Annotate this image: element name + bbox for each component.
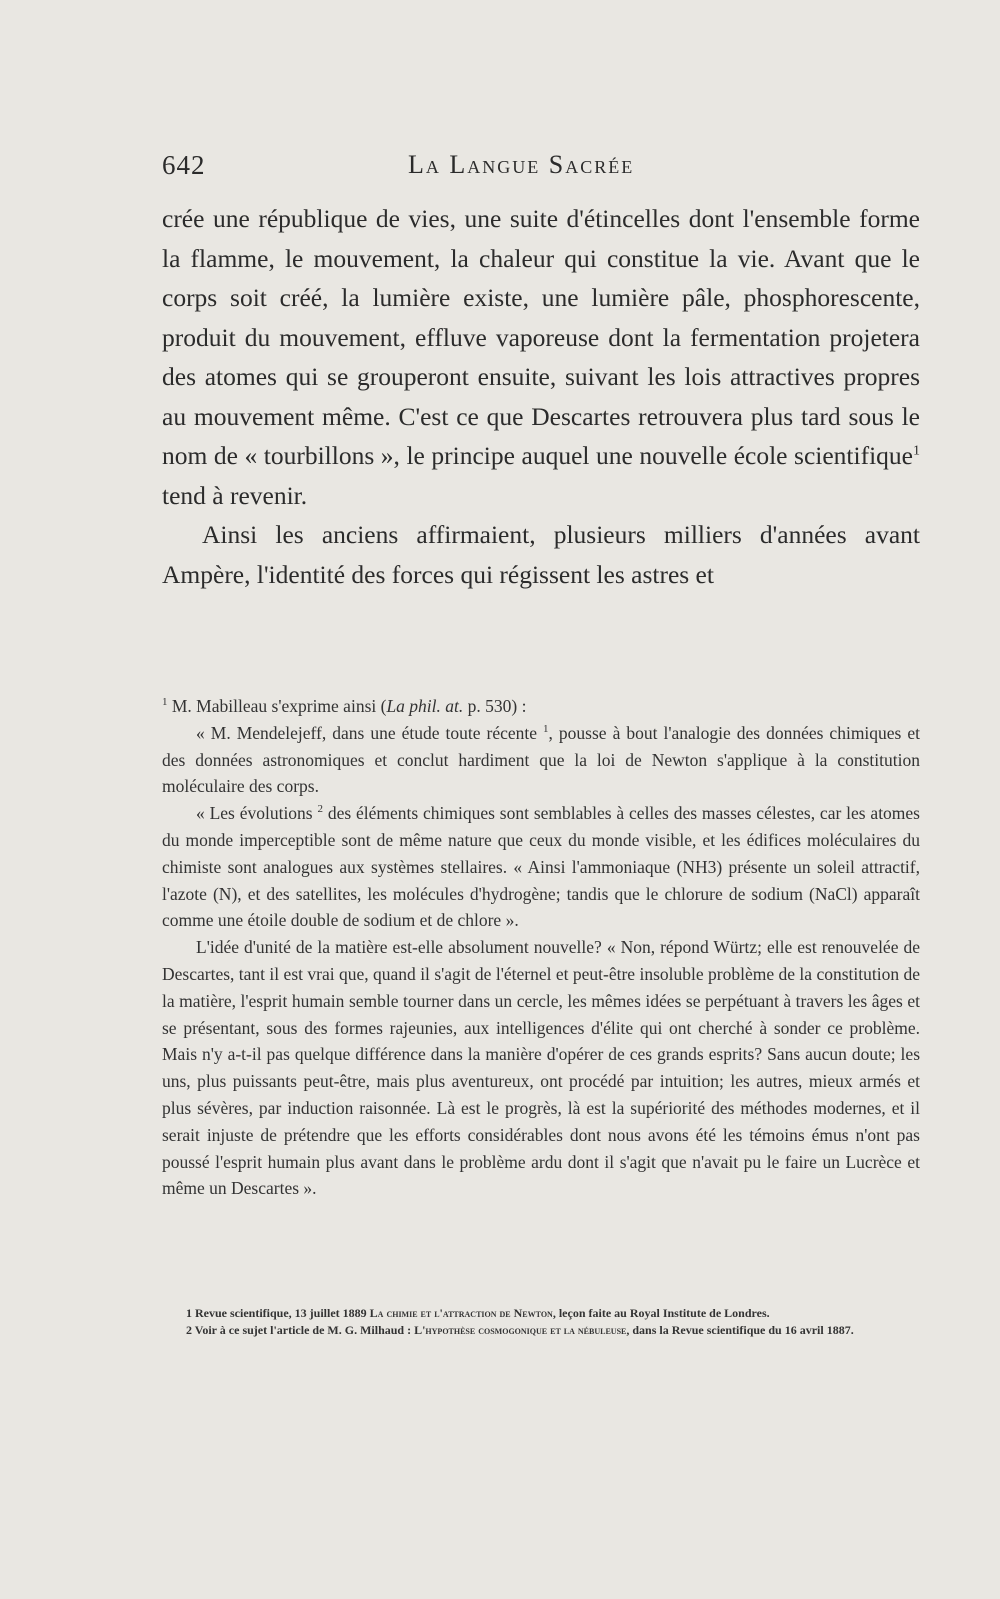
sub-footnote-2-text-b: , dans la Revue scientifique du 16 avril 1887. bbox=[626, 1323, 854, 1337]
note-2-ref: 1 bbox=[543, 722, 549, 735]
note-3-text-b: des éléments chimiques sont semblables à celles des masses célestes, car les atomes du monde imperceptible sont de même nature que ceux du monde visible, et les édifices moléculaires du chimiste sont analogues aux systèmes stellaires. « Ainsi l'ammoniaque (NH3) présente un soleil attractif, l'azote (N), et des satellites, les molécules d'hydrogène; tandis que le chlorure de sodium (NaCl) apparaît comme une étoile double de sodium et de chlore ». bbox=[162, 803, 920, 931]
note-3-text-a: « Les évolutions bbox=[196, 803, 318, 824]
sub-footnote-1-text-a: 1 Revue scientifique, 13 juillet 1889 bbox=[186, 1306, 370, 1320]
note-1-number: 1 bbox=[162, 696, 168, 709]
note-1-citation: La phil. at. bbox=[386, 696, 464, 716]
note-4: L'idée d'unité de la matière est-elle absolument nouvelle? « Non, répond Würtz; elle est renouvelée de Descartes, tant il est vrai que, quand il s'agit de l'éternel et peut-être insoluble problème de la constitution de la matière, l'esprit humain semble tourner dans un cercle, les mêmes idées se perpétuant à travers les âges et se présentant, sous des formes rajeunies, aux intelligences d'élite qui ont cherché à sonder ce problème. Mais n'y a-t-il pas quelque différence dans la manière d'opérer de ces grands esprits? Sans aucun doute; les uns, plus puissants peut-être, mais plus aventureux, ont procédé par intuition; les autres, mieux armés et plus sévères, par induction raisonnée. Là est le progrès, là est la supériorité des méthodes modernes, et il serait injuste de prétendre que les efforts considérables dont nous avons été les témoins émus n'ont pas poussé l'esprit humain plus avant dans le problème ardu dont il s'agit que n'avait pu le faire un Lucrèce et même un Descartes ». bbox=[162, 937, 920, 1199]
sub-footnote-1-text-b: , leçon faite au Royal Institute de Londres. bbox=[552, 1306, 770, 1320]
main-paragraph-1-end: tend à revenir. bbox=[162, 480, 308, 510]
sub-footnote-1 bbox=[162, 1305, 920, 1322]
note-1-text-a: M. Mabilleau s'exprime ainsi ( bbox=[167, 696, 387, 716]
note-3-ref: 2 bbox=[317, 803, 323, 816]
note-2-text-b: , pousse à bout l'analogie des données chimiques et des données astronomiques et conclut hardiment que la loi de Newton s'applique à la constitution moléculaire des corps. bbox=[162, 722, 921, 797]
note-2 bbox=[162, 720, 920, 800]
sub-footnotes bbox=[162, 1305, 920, 1339]
sub-footnote-1-title: La chimie et l'attraction de Newton bbox=[369, 1306, 553, 1320]
main-paragraph-1 bbox=[162, 199, 920, 515]
page-header bbox=[162, 150, 920, 184]
sub-footnote-2-title: L'hypothèse cosmogonique et la nébuleuse bbox=[414, 1323, 627, 1337]
note-2-text-a: « M. Mendelejeff, dans une étude toute récente bbox=[196, 722, 544, 743]
main-paragraph-2: Ainsi les anciens affirmaient, plusieurs milliers d'années avant Ampère, l'identité des forces qui régissent les astres et bbox=[162, 520, 920, 589]
main-paragraph-1-text: crée une république de vies, une suite d'étincelles dont l'ensemble forme la flamme, le mouvement, la chaleur qui constitue la vie. Avant que le corps soit créé, la lumière existe, une lumière pâle, phosphorescente, produit du mouvement, effluve vaporeuse dont la fermentation projetera des atomes qui se grouperont ensuite, suivant les lois attractives propres au mouvement même. C'est ce que Descartes retrouvera plus tard sous le nom de « tourbillons », le principe auquel une nouvelle école scientifique bbox=[162, 204, 920, 470]
main-text bbox=[162, 199, 920, 594]
sub-footnote-2 bbox=[162, 1322, 920, 1339]
note-1-text-b: p. 530) : bbox=[463, 696, 527, 716]
note-1 bbox=[162, 693, 920, 720]
page-number: 642 bbox=[162, 150, 206, 180]
note-3 bbox=[162, 800, 920, 934]
sub-footnote-2-text-a: 2 Voir à ce sujet l'article de M. G. Milhaud : bbox=[186, 1323, 415, 1337]
running-title: La Langue Sacrée bbox=[408, 150, 635, 179]
footnote-ref-1: 1 bbox=[913, 443, 920, 459]
notes-section bbox=[162, 693, 920, 1202]
